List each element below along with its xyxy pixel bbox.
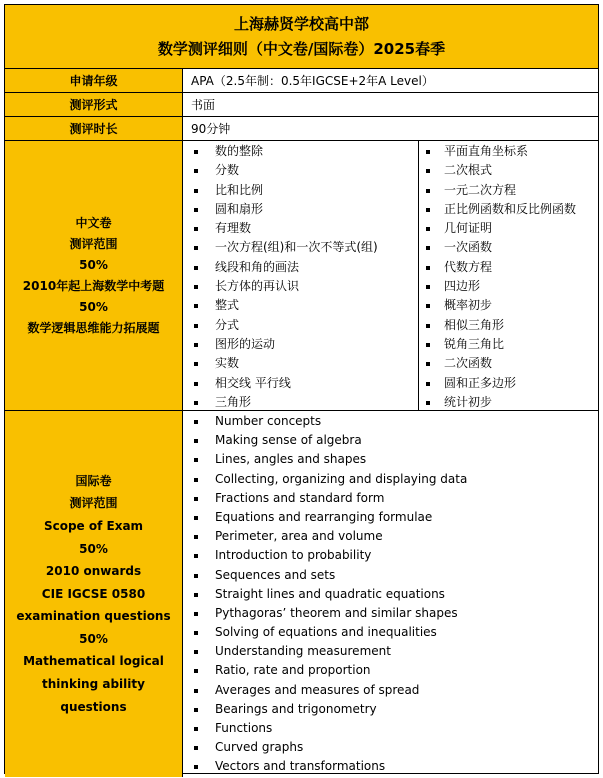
list-item: 圆和正多边形 bbox=[419, 374, 598, 393]
list-item: 三角形 bbox=[183, 393, 418, 412]
chinese-label-line: 测评范围 bbox=[69, 236, 118, 251]
list-item: Equations and rearranging formulae bbox=[183, 508, 467, 527]
international-label-line: 50% bbox=[79, 541, 108, 556]
list-item: Lines, angles and shapes bbox=[183, 450, 467, 469]
row-chinese-paper bbox=[5, 141, 598, 411]
chinese-label-line: 50% bbox=[79, 299, 108, 314]
international-label-line: examination questions bbox=[16, 609, 171, 624]
list-item: 锐角三角比 bbox=[419, 335, 598, 354]
chinese-label-line: 2010年起上海数学中考题 bbox=[22, 278, 165, 293]
list-item: Making sense of algebra bbox=[183, 431, 467, 450]
format-value: 书面 bbox=[191, 98, 216, 112]
list-item: 统计初步 bbox=[419, 393, 598, 412]
international-label-line: questions bbox=[60, 699, 127, 714]
list-item: 分数 bbox=[183, 161, 418, 180]
document-title: 数学测评细则（中文卷/国际卷）2025春季 bbox=[157, 40, 446, 58]
international-label-line: 测评范围 bbox=[69, 496, 118, 511]
list-item: 四边形 bbox=[419, 277, 598, 296]
school-name: 上海赫贤学校高中部 bbox=[233, 15, 369, 33]
list-item: 长方体的再认识 bbox=[183, 277, 418, 296]
chinese-topics-right bbox=[419, 141, 598, 410]
list-item: 概率初步 bbox=[419, 296, 598, 315]
list-item: Sequences and sets bbox=[183, 566, 467, 585]
duration-label: 测评时长 bbox=[5, 117, 183, 140]
list-item: 数的整除 bbox=[183, 142, 418, 161]
chinese-topics-left bbox=[183, 141, 419, 410]
list-item: Bearings and trigonometry bbox=[183, 700, 467, 719]
list-item: Curved graphs bbox=[183, 738, 467, 757]
list-item: Vectors and transformations bbox=[183, 757, 467, 776]
list-item: 相似三角形 bbox=[419, 316, 598, 335]
row-format bbox=[5, 93, 598, 117]
list-item: 线段和角的画法 bbox=[183, 258, 418, 277]
international-label-line: Mathematical logical bbox=[23, 654, 164, 669]
list-item: Understanding measurement bbox=[183, 642, 467, 661]
international-paper-label bbox=[5, 411, 183, 777]
international-label-line: Scope of Exam bbox=[43, 518, 144, 533]
international-label-line: 50% bbox=[79, 631, 108, 646]
international-label-line: CIE IGCSE 0580 bbox=[41, 586, 146, 601]
list-item: 图形的运动 bbox=[183, 335, 418, 354]
list-item: 整式 bbox=[183, 296, 418, 315]
grade-label: 申请年级 bbox=[5, 69, 183, 92]
list-item: Fractions and standard form bbox=[183, 489, 467, 508]
list-item: Collecting, organizing and displaying data bbox=[183, 470, 467, 489]
list-item: Pythagoras’ theorem and similar shapes bbox=[183, 604, 467, 623]
row-international-paper bbox=[5, 411, 598, 777]
format-label: 测评形式 bbox=[5, 93, 183, 116]
list-item: 圆和扇形 bbox=[183, 200, 418, 219]
list-item: 二次根式 bbox=[419, 161, 598, 180]
list-item: 一次方程(组)和一次不等式(组) bbox=[183, 238, 418, 257]
list-item: Introduction to probability bbox=[183, 546, 467, 565]
grade-value: APA（2.5年制：0.5年IGCSE+2年A Level） bbox=[191, 74, 434, 88]
list-item: Ratio, rate and proportion bbox=[183, 661, 467, 680]
list-item: 一次函数 bbox=[419, 238, 598, 257]
row-duration bbox=[5, 117, 598, 141]
list-item: Number concepts bbox=[183, 412, 467, 431]
chinese-paper-label bbox=[5, 141, 183, 410]
list-item: 代数方程 bbox=[419, 258, 598, 277]
list-item: 几何证明 bbox=[419, 219, 598, 238]
list-item: 相交线 平行线 bbox=[183, 374, 418, 393]
international-label-line: 国际卷 bbox=[75, 473, 112, 488]
assessment-table bbox=[4, 4, 599, 774]
list-item: Averages and measures of spread bbox=[183, 681, 467, 700]
chinese-label-line: 50% bbox=[79, 257, 108, 272]
list-item: 正比例函数和反比例函数 bbox=[419, 200, 598, 219]
list-item: 二次函数 bbox=[419, 354, 598, 373]
list-item: 一元二次方程 bbox=[419, 181, 598, 200]
list-item: 分式 bbox=[183, 316, 418, 335]
table-title bbox=[5, 5, 598, 69]
chinese-label-line: 数学逻辑思维能力拓展题 bbox=[27, 320, 160, 335]
international-topic-list bbox=[183, 411, 598, 777]
list-item: 实数 bbox=[183, 354, 418, 373]
list-item: Solving of equations and inequalities bbox=[183, 623, 467, 642]
list-item: 平面直角坐标系 bbox=[419, 142, 598, 161]
list-item: Straight lines and quadratic equations bbox=[183, 585, 467, 604]
international-label-line: thinking ability bbox=[42, 677, 145, 692]
row-grade bbox=[5, 69, 598, 93]
list-item: Functions bbox=[183, 719, 467, 738]
list-item: 比和比例 bbox=[183, 181, 418, 200]
list-item: Perimeter, area and volume bbox=[183, 527, 467, 546]
international-label-line: 2010 onwards bbox=[45, 564, 142, 579]
chinese-label-line: 中文卷 bbox=[75, 215, 112, 230]
chinese-topic-lists bbox=[183, 141, 598, 410]
list-item: 有理数 bbox=[183, 219, 418, 238]
duration-value: 90分钟 bbox=[191, 122, 231, 136]
